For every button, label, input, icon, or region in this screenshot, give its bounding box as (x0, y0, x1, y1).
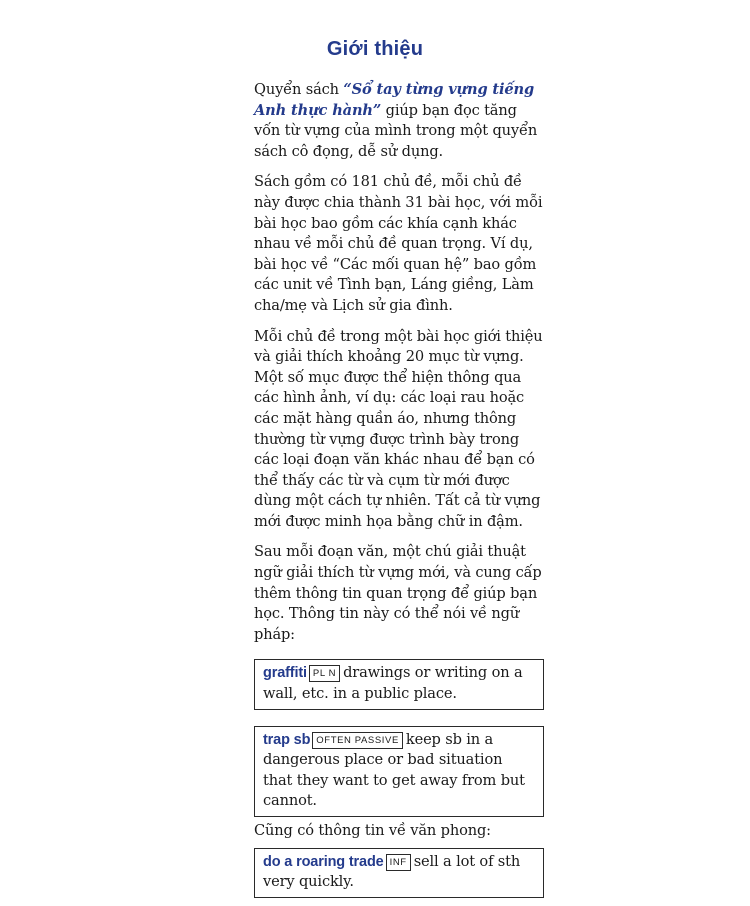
entry-headword: trap sb (263, 731, 311, 748)
entry-spacer (254, 718, 544, 726)
glossary-entry-roaring-trade (254, 848, 544, 898)
glossary-entry-trap-sb (254, 726, 544, 817)
page-body (254, 80, 544, 906)
entry-grammar-tag: OFTEN PASSIVE (312, 732, 403, 749)
entry-headword: do a roaring trade (263, 853, 384, 870)
paragraph-intro-before: Quyển sách (254, 81, 344, 98)
page-title: Giới thiệu (326, 38, 424, 60)
entry-grammar-tag: PL N (309, 665, 340, 682)
entry-definition: drawings or writing on a wall, etc. in a public place. (263, 664, 523, 703)
paragraph-style: Cũng có thông tin về văn phong: (254, 822, 491, 839)
paragraph-intro-after: giúp bạn đọc tăng vốn từ vựng của mình trong một quyển sách cô đọng, dễ sử dụng. (254, 101, 538, 160)
paragraph-topics: Mỗi chủ đề trong một bài học giới thiệu và giải thích khoảng 20 mục từ vựng. Một số mục được thể hiện thông qua các hình ảnh, ví dụ: các loại rau hoặc các mặt hàng quần áo, nhưng thông thường từ vựng được trình bày trong các loại đoạn văn khác nhau để bạn có thể thấy các từ và cụm từ mới được dùng một cách tự nhiên. Tất cả từ vựng mới được minh họa bằng chữ in đậm. (254, 327, 543, 530)
entry-definition: sell a lot of sth very quickly. (263, 852, 521, 891)
entry-definition: keep sb in a dangerous place or bad situation that they want to get away from but cannot. (263, 730, 525, 810)
paragraph-glossary: Sau mỗi đoạn văn, một chú giải thuật ngữ giải thích từ vựng mới, và cung cấp thêm thông tin quan trọng để giúp bạn học. Thông tin này có thể nói về ngữ pháp: (254, 543, 542, 643)
paragraph-intro (254, 80, 544, 162)
book-title: “Sổ tay từng vựng tiếng Anh thực hành” (254, 81, 535, 119)
entry-headword: graffiti (263, 665, 307, 682)
glossary-entry-graffiti (254, 659, 544, 709)
entry-style-tag: INF (386, 854, 411, 871)
paragraph-structure: Sách gồm có 181 chủ đề, mỗi chủ đề này được chia thành 31 bài học, với mỗi bài học bao gồm các khía cạnh khác nhau về mỗi chủ đề quan trọng. Ví dụ, bài học về “Các mối quan hệ” bao gồm các unit về Tình bạn, Láng giềng, Làm cha/mẹ và Lịch sử gia đình. (254, 173, 543, 314)
